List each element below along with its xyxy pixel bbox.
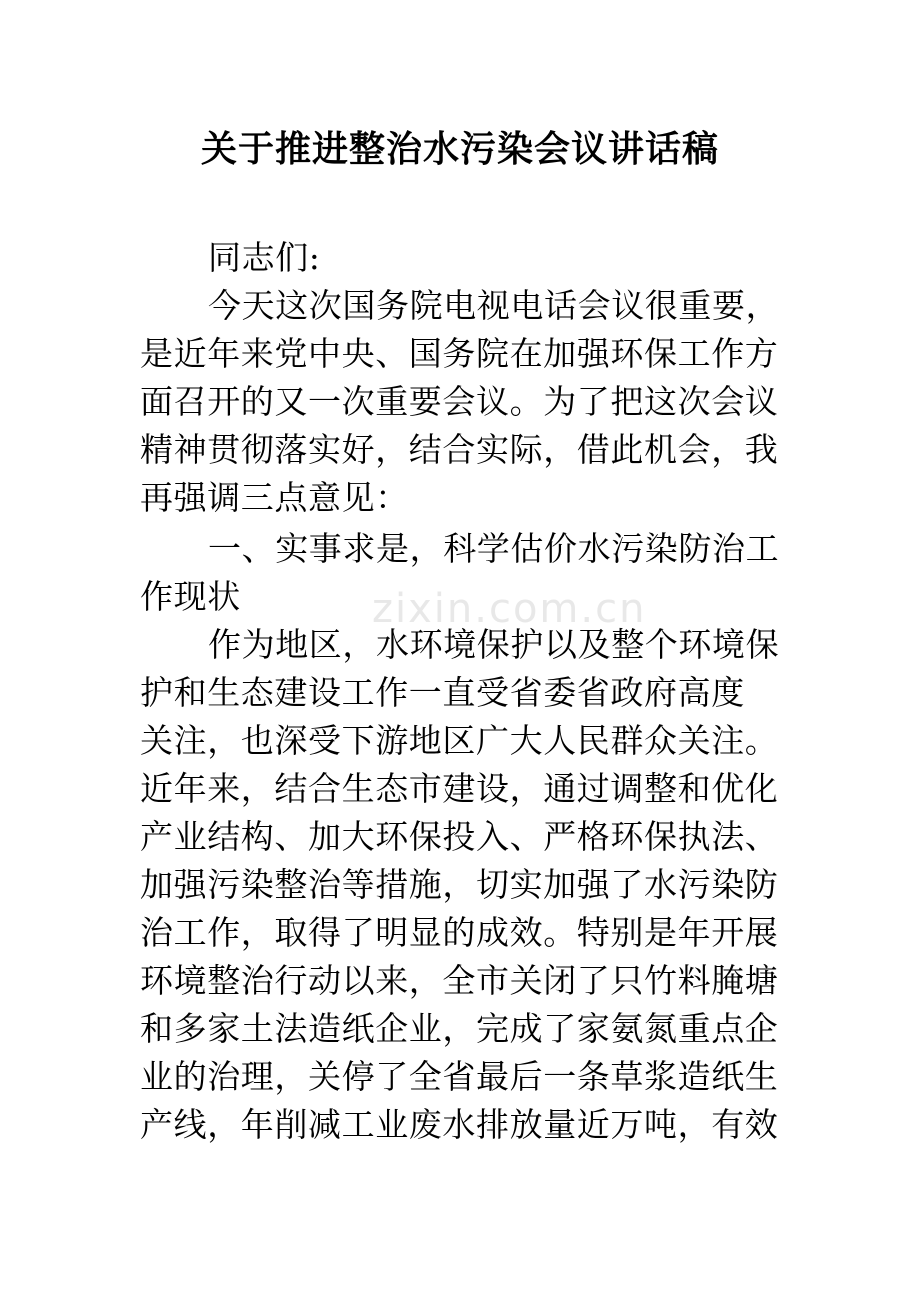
paragraph-line: 治工作，取得了明显的成效。特别是年开展	[140, 913, 779, 952]
paragraph-line: 和多家土法造纸企业，完成了家氨氮重点企	[140, 1009, 779, 1048]
paragraph-line: 护和生态建设工作一直受省委省政府高度	[140, 673, 745, 712]
salutation: 同志们:	[208, 238, 321, 277]
paragraph-line: 业的治理，关停了全省最后一条草浆造纸生	[140, 1057, 779, 1096]
section-heading-line: 一、实事求是，科学估价水污染防治工	[208, 529, 780, 568]
paragraph-line: 近年来，结合生态市建设，通过调整和优化	[140, 769, 779, 808]
paragraph-line: 是近年来党中央、国务院在加强环保工作方	[140, 334, 779, 373]
section-heading-line: 作现状	[140, 577, 241, 616]
paragraph-line: 环境整治行动以来，全市关闭了只竹料腌塘	[140, 961, 779, 1000]
paragraph-line: 产业结构、加大环保投入、严格环保执法、	[140, 817, 779, 856]
paragraph-line: 面召开的又一次重要会议。为了把这次会议	[140, 382, 779, 421]
paragraph-line: 作为地区，水环境保护以及整个环境保	[208, 625, 780, 664]
paragraph-line: 加强污染整治等措施，切实加强了水污染防	[140, 865, 779, 904]
document-title: 关于推进整治水污染会议讲话稿	[200, 129, 719, 170]
paragraph-line: 今天这次国务院电视电话会议很重要，	[208, 286, 780, 325]
watermark: zixin.com.cn	[372, 586, 647, 632]
paragraph-line: 关注，也深受下游地区广大人民群众关注。	[140, 721, 779, 760]
paragraph-line: 精神贯彻落实好，结合实际，借此机会，我	[140, 430, 779, 469]
paragraph-line: 再强调三点意见：	[140, 478, 409, 517]
paragraph-line: 产线，年削减工业废水排放量近万吨，有效	[140, 1105, 779, 1144]
